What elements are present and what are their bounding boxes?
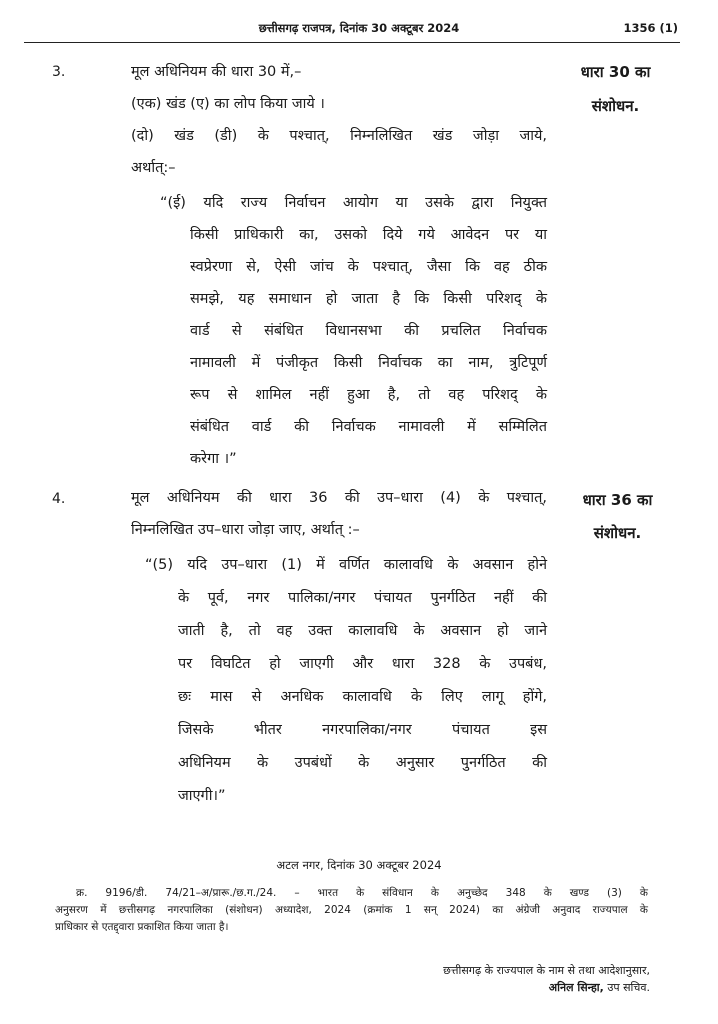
sec4-quote-line-0: “(5) यदि उप–धारा (1) में वर्णित कालावधि के अवसान होने [145, 557, 547, 573]
notice-line-2: अनुसरण में छत्तीसगढ़ नगरपालिका (संशोधन) अध्यादेश, 2024 (क्रमांक 1 सन् 2024) का अंग्रेजी अनुवाद राज्यपाल के [55, 904, 648, 916]
sec3-quote-line-5: नामावली में पंजीकृत किसी निर्वाचक का नाम, त्रुटिपूर्ण [190, 355, 547, 371]
sec4-quote-line-2: जाती है, तो वह उक्त कालावधि के अवसान हो जाने [178, 623, 547, 639]
sec4-line-1: निम्नलिखित उप–धारा जोड़ा जाए, अर्थात् :– [131, 522, 360, 538]
notice-line-1: क्र. 9196/डी. 74/21–अ/प्रारू./छ.ग./24. – भारत के संविधान के अनुच्छेद 348 के खण्ड (3) के [76, 887, 648, 899]
sec3-quote-line-2: स्वप्रेरणा से, ऐसी जांच के पश्चात्, जैसा कि वह ठीक [190, 259, 547, 275]
sec4-quote-line-4: छः मास से अनधिक कालावधि के लिए लागू होंगे, [178, 689, 547, 705]
margin-note-3-line1: धारा 30 का [580, 63, 651, 81]
sec3-quote-line-3: समझे, यह समाधान हो जाता है कि किसी परिशद् के [190, 291, 547, 307]
margin-note-4-line2: संशोधन. [593, 524, 642, 542]
signature-block [549, 979, 650, 996]
sec3-quote-line-8: करेगा ।” [190, 451, 237, 467]
page-number: 1356 (1) [623, 21, 678, 35]
header-divider [24, 42, 680, 43]
sec4-line-0: मूल अधिनियम की धारा 36 की उप–धारा (4) के पश्चात्, [131, 490, 547, 506]
sec4-quote-line-5: जिसके भीतर नगरपालिका/नगर पंचायत इस [178, 722, 547, 738]
notice-line-3: प्राधिकार से एतद्द्वारा प्रकाशित किया जाता है। [55, 921, 229, 933]
sec3-quote-line-7: संबंधित वार्ड की निर्वाचक नामावली में सम्मिलित [190, 419, 547, 435]
sec3-quote-line-0: “(ई) यदि राज्य निर्वाचन आयोग या उसके द्वारा नियुक्त [160, 195, 547, 211]
section-number-4: 4. [52, 491, 66, 507]
place-date: अटल नगर, दिनांक 30 अक्टूबर 2024 [276, 858, 442, 872]
sec4-quote-line-1: के पूर्व, नगर पालिका/नगर पंचायत पुनर्गठित नहीं की [178, 590, 547, 606]
margin-note-4-line1: धारा 36 का [582, 491, 653, 509]
section-number-3: 3. [52, 64, 66, 80]
sec4-quote-line-7: जाएगी।” [178, 788, 226, 804]
margin-note-3-line2: संशोधन. [591, 97, 640, 115]
sec3-quote-line-4: वार्ड से संबंधित विधानसभा की प्रचलित निर्वाचक [190, 323, 547, 339]
sec3-line-0: मूल अधिनियम की धारा 30 में,– [131, 64, 302, 80]
sec3-line-1: (एक) खंड (ए) का लोप किया जाये । [131, 96, 325, 112]
signatory-name: अनिल सिन्हा, [548, 981, 604, 994]
sec4-quote-line-6: अधिनियम के उपबंधों के अनुसार पुनर्गठित की [178, 755, 547, 771]
sec3-quote-line-1: किसी प्राधिकारी का, उसको दिये गये आवेदन पर या [190, 227, 547, 243]
signature-authority-line: छत्तीसगढ़ के राज्यपाल के नाम से तथा आदेशानुसार, [443, 964, 650, 977]
sec3-line-2: (दो) खंड (डी) के पश्चात्, निम्नलिखित खंड जोड़ा जाये, [131, 128, 547, 144]
signatory-title: उप सचिव. [607, 981, 650, 994]
sec3-quote-line-6: रूप से शामिल नहीं हुआ है, तो वह परिशद् के [190, 387, 547, 403]
gazette-header-title: छत्तीसगढ़ राजपत्र, दिनांक 30 अक्टूबर 2024 [258, 21, 460, 35]
sec3-line-3: अर्थात्:– [131, 160, 176, 176]
sec4-quote-line-3: पर विघटित हो जाएगी और धारा 328 के उपबंध, [178, 656, 547, 672]
